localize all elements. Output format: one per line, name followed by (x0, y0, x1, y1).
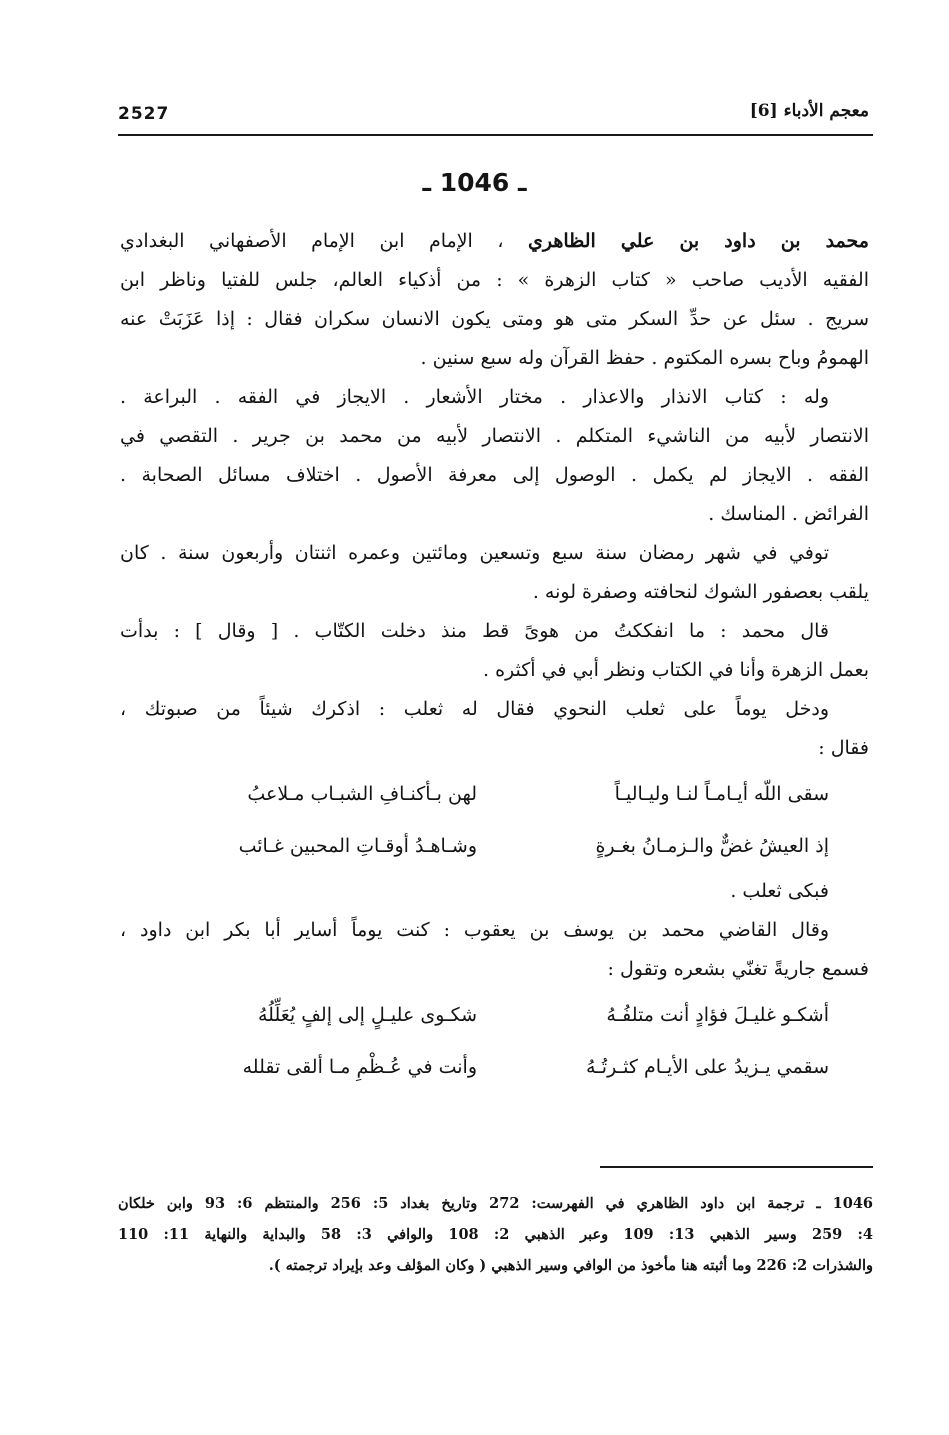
works-line-2: الانتصار لأبيه من الناشيء المتكلم . الانتصار لأبيه من محمد بن جرير . التقصي في (120, 425, 869, 447)
poem-1-verse-2-first-hemistich: إذ العيشُ غضٌّ والـزمـانُ بغـرةٍ (595, 835, 829, 857)
thalab-line-1: ودخل يوماً على ثعلب النحوي فقال له ثعلب : اذكرك شيئاً من صبوتك ، (120, 698, 829, 720)
header-rule (118, 134, 873, 136)
subject-name: محمد بن داود بن علي الظاهري (528, 230, 869, 252)
qadi-line-1: وقال القاضي محمد بن يوسف بن يعقوب : كنت يوماً أساير أبا بكر ابن داود ، (120, 919, 829, 941)
works-line-4: الفرائض . المناسك . (708, 503, 869, 525)
works-line-1: وله : كتاب الانذار والاعذار . مختار الأشعار . الايجاز في الفقه . البراعة . (120, 386, 829, 408)
poem-2-verse-1-second-hemistich: شكـوى عليـلٍ إلى إلفٍ يُعَلِّلُهُ (257, 1004, 477, 1026)
poem-1-verse-1-first-hemistich: سقى اللّه أيـامـاً لنـا وليـاليـاً (614, 783, 829, 805)
entry-body (120, 222, 869, 1093)
footnote-rule (600, 1166, 873, 1168)
intro-line-3: سريج . سئل عن حدِّ السكر متى هو ومتى يكون الانسان سكران فقال : إذا عَزَبَتْ عنه (120, 308, 869, 330)
thalab-line-2: فقال : (818, 737, 869, 759)
quote-line-2: بعمل الزهرة وأنا في الكتاب ونظر أبي في أكثره . (482, 659, 869, 681)
death-line-1: توفي في شهر رمضان سنة سبع وتسعين ومائتين وعمره اثنتان وأربعون سنة . كان (120, 542, 829, 564)
poem-1-verse-2 (120, 820, 869, 872)
poem-2-verse-2-second-hemistich: وأنت في عُـظْمِ مـا ألقى تقلله (242, 1056, 477, 1078)
footnote-line-2: 4: 259 وسير الذهبي 13: 109 وعبر الذهبي 2: 108 والوافي 3: 58 والبداية والنهاية 11: 110 (118, 1226, 873, 1243)
footnote-line-3: والشذرات 2: 226 وما أثبته هنا مأخوذ من الوافي وسير الذهبي ( وكان المؤلف وعد بإيراد ترجمته ). (268, 1257, 873, 1274)
running-header-title: معجم الأدباء [6] (749, 101, 869, 121)
works-line-3: الفقه . الايجاز لم يكمل . الوصول إلى معرفة الأصول . اختلاف مسائل الصحابة . (120, 464, 869, 486)
entry-number: ـ 1046 ـ (422, 168, 527, 197)
intro-line-2: الفقيه الأديب صاحب « كتاب الزهرة » : من أذكياء العالم، جلس للفتيا وناظر ابن (120, 269, 869, 291)
poem-2-verse-2 (120, 1041, 869, 1093)
intro-line-1 (120, 222, 869, 261)
after-poem-1: فبكى ثعلب . (730, 880, 829, 902)
footnote (118, 1188, 873, 1281)
poem-2-verse-2-first-hemistich: سقمي يـزيدُ على الأيـام كثـرتُـهُ (586, 1056, 829, 1078)
quote-line-1: قال محمد : ما انفككتُ من هوىً قط منذ دخلت الكتّاب . [ وقال ] : بدأت (120, 620, 829, 642)
poem-1-verse-1 (120, 768, 869, 820)
qadi-line-2: فسمع جاريةً تغنّي بشعره وتقول : (607, 958, 869, 980)
poem-2-verse-1-first-hemistich: أشكـو غليـلَ فؤادٍ أنت متلفُـهُ (606, 1004, 829, 1026)
poem-1-verse-1-second-hemistich: لهن بـأكنـافِ الشبـاب مـلاعبُ (247, 783, 477, 805)
poem-1-verse-2-second-hemistich: وشـاهـدُ أوقـاتِ المحبين غـائب (238, 835, 477, 857)
footnote-line-1: 1046 ـ ترجمة ابن داود الظاهري في الفهرست: 272 وتاريخ بغداد 5: 256 والمنتظم 6: 93 وابن خلكان (118, 1195, 873, 1212)
poem-2-verse-1 (120, 989, 869, 1041)
death-line-2: يلقب بعصفور الشوك لنحافته وصفرة لونه . (532, 581, 869, 603)
page-number: 2527 (118, 104, 170, 124)
intro-line-1-rest: ، الإمام ابن الإمام الأصفهاني البغدادي (120, 230, 504, 252)
intro-line-4: الهمومُ وباح بسره المكتوم . حفظ القرآن وله سبع سنين . (420, 347, 869, 369)
